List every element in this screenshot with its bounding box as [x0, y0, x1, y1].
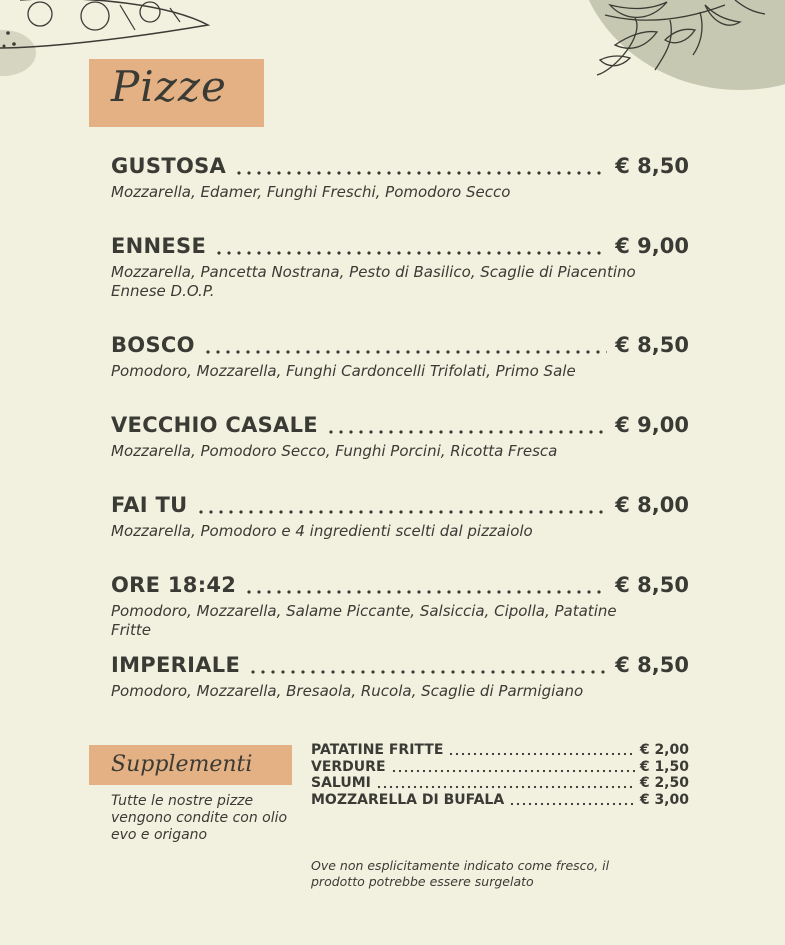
dot-leader [244, 589, 607, 595]
page-title: Pizze [111, 62, 227, 111]
supplement-name: VERDURE [311, 758, 386, 775]
menu-item [111, 653, 689, 701]
item-description: Mozzarella, Edamer, Funghi Freschi, Pomodoro Secco [111, 183, 511, 201]
item-name: FAI TU [111, 493, 188, 517]
item-description: Pomodoro, Mozzarella, Salame Piccante, Salsiccia, Cipolla, Patatine Fritte [111, 602, 617, 639]
item-description: Mozzarella, Pomodoro Secco, Funghi Porcini, Ricotta Fresca [111, 442, 558, 460]
item-name: IMPERIALE [111, 653, 241, 677]
item-price: € 8,00 [615, 493, 689, 517]
item-name: VECCHIO CASALE [111, 413, 318, 437]
item-price: € 9,00 [615, 234, 689, 258]
item-name: ENNESE [111, 234, 207, 258]
menu-item [111, 493, 689, 541]
item-name: GUSTOSA [111, 154, 227, 178]
supplement-row [311, 792, 689, 809]
item-name: ORE 18:42 [111, 573, 237, 597]
supplements-title: Supplementi [111, 752, 253, 777]
item-price: € 8,50 [615, 154, 689, 178]
supplement-row [311, 759, 689, 776]
supplement-price: € 2,00 [639, 742, 689, 758]
dot-leader [248, 669, 607, 675]
item-description: Mozzarella, Pancetta Nostrana, Pesto di Basilico, Scaglie di Piacentino Ennese D.O.P. [111, 263, 636, 300]
item-description: Pomodoro, Mozzarella, Bresaola, Rucola, Scaglie di Parmigiano [111, 682, 584, 700]
footnote: Ove non esplicitamente indicato come fresco, il prodotto potrebbe essere surgelato [311, 858, 610, 889]
item-price: € 9,00 [615, 413, 689, 437]
olive-branch-icon [575, 0, 785, 80]
supplement-row [311, 742, 689, 759]
item-name: BOSCO [111, 333, 195, 357]
dot-leader [203, 349, 608, 355]
dot-leader [214, 250, 607, 256]
supplement-row [311, 775, 689, 792]
supplements-list [311, 742, 689, 808]
dot-leader [326, 429, 607, 435]
menu-item [111, 573, 689, 640]
supplement-price: € 2,50 [639, 775, 689, 791]
supplement-price: € 1,50 [639, 758, 689, 775]
dot-leader [196, 509, 608, 515]
dot-leader [391, 769, 635, 773]
dot-leader [509, 802, 635, 806]
item-price: € 8,50 [615, 653, 689, 677]
supplement-name: PATATINE FRITTE [311, 742, 444, 758]
menu-item [111, 333, 689, 381]
menu-item [111, 234, 689, 301]
dot-leader [376, 785, 635, 789]
item-price: € 8,50 [615, 333, 689, 357]
dot-leader [234, 170, 607, 176]
supplement-name: SALUMI [311, 775, 371, 791]
supplements-note: Tutte le nostre pizze vengono condite con olio evo e origano [111, 793, 288, 843]
item-price: € 8,50 [615, 573, 689, 597]
supplement-price: € 3,00 [639, 791, 689, 808]
supplement-name: MOZZARELLA DI BUFALA [311, 791, 505, 808]
menu-item [111, 413, 689, 461]
menu-item [111, 154, 689, 202]
dot-leader [448, 752, 634, 756]
pizza-sketch-icon [0, 0, 220, 55]
item-description: Pomodoro, Mozzarella, Funghi Cardoncelli Trifolati, Primo Sale [111, 362, 576, 380]
item-description: Mozzarella, Pomodoro e 4 ingredienti scelti dal pizzaiolo [111, 522, 533, 540]
